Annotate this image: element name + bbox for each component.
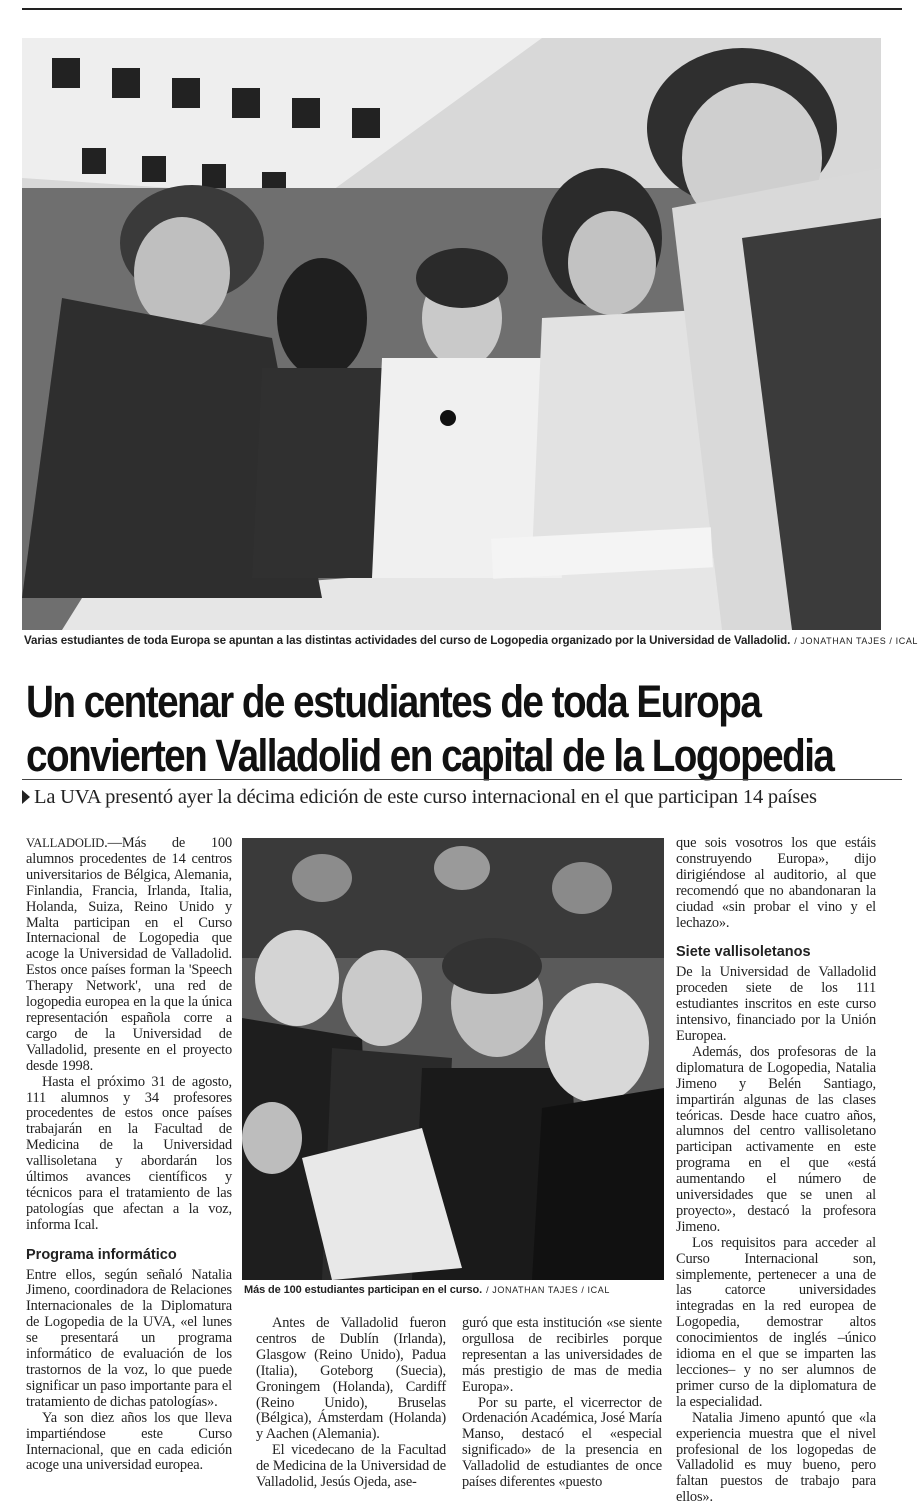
article-paragraph: Ya son diez años los que lleva impartiéndose este Curso Internacional, que en cada edición acoge una universidad europea. (26, 1409, 232, 1474)
article-paragraph: Antes de Valladolid fueron centros de Dublín (Irlanda), Glasgow (Reino Unido), Padua (Italia), Goteborg (Suecia), Groningem (Holanda), Cardiff (Reino Unido), Bruselas (Bélgica), Ámsterdam (Holanda) y Aachen (Alemania). (256, 1315, 446, 1443)
article-paragraph: Natalia Jimeno apuntó que «la experiencia muestra que el nivel profesional de los logopedas de Valladolid es muy bueno, pero faltan puestos de trabajo para ellos». (676, 1409, 876, 1506)
article-paragraph: Entre ellos, según señaló Natalia Jimeno, coordinadora de Relaciones Internacionales de la Diplomatura de Logopedia de la UVA, «el lunes se presentará un programa informático de evaluación de los trastornos de la voz, lo que puede significar un paso importante para el tratamiento de dichas patologías». (26, 1266, 232, 1410)
top-photo-caption-text: Varias estudiantes de toda Europa se apuntan a las distintas actividades del curso de Logopedia organizado por la Universidad de Valladolid. (24, 634, 791, 647)
headline (26, 675, 834, 783)
deck (22, 786, 817, 809)
article-paragraph: guró que esta institución «se siente orgullosa de recibirles porque representan a las universidades de más prestigio de mas de media Europa». (462, 1315, 662, 1395)
article-column-3 (462, 1316, 662, 1491)
headline-line-2: convierten Valladolid en capital de la Logopedia (26, 730, 834, 781)
article-paragraph: El vicedecano de la Facultad de Medicina de la Universidad de Valladolid, Jesús Ojeda, ase- (256, 1442, 446, 1491)
deck-text: La UVA presentó ayer la décima edición de este curso internacional en el que participan 14 países (34, 786, 817, 808)
article-paragraph: De la Universidad de Valladolid proceden siete de los 111 estudiantes inscritos en este curso intensivo, financiado por la Unión Europea. (676, 964, 876, 1044)
article-column-2 (256, 1316, 446, 1491)
inset-photo-caption (244, 1284, 610, 1296)
article-paragraph: Los requisitos para acceder al Curso Internacional son, simplemente, pertenecer a una de las catorce universidades integradas en la red europea de Logopedia, demostrar altos conocimientos de inglés –único idioma en el que se imparten las lecciones– y no ser alumnos de primer curso de la diplomatura de la especialidad. (676, 1234, 876, 1410)
article-paragraph: que sois vosotros los que estáis construyendo Europa», dijo dirigiéndose al auditorio, al que recomendó que no abandonaran la ciudad «sin probar el vino y el lechazo». (676, 835, 876, 931)
students-registering-image (22, 38, 881, 630)
article-paragraph: Por su parte, el vicerrector de Ordenación Académica, José María Manso, destacó el «especial significado» de la presencia en Valladolid de estudiantes de once países diferentes «puesto (462, 1394, 662, 1491)
article-paragraph: Además, dos profesoras de la diplomatura de Logopedia, Natalia Jimeno y Belén Santiago, impartirán algunas de las clases teóricas. Desde hace cuatro años, alumnos del centro vallisoletano participan activamente en este programa en el que «está aumentando el número de universidades que se unen al proyecto», destacó la profesora Jimeno. (676, 1043, 876, 1235)
arrow-icon (22, 790, 30, 804)
article-column-1 (26, 836, 232, 1474)
top-photo (22, 38, 881, 630)
inset-photo (242, 838, 664, 1280)
top-rule (22, 8, 902, 10)
students-auditorium-image (242, 838, 664, 1280)
headline-line-1: Un centenar de estudiantes de toda Europa (26, 676, 761, 727)
subhead-programa: Programa informático (26, 1246, 177, 1263)
subhead-siete: Siete vallisoletanos (676, 944, 811, 961)
dateline: VALLADOLID (26, 836, 105, 850)
top-photo-caption (24, 634, 918, 647)
inset-photo-credit: / JONATHAN TAJES / ICAL (486, 1285, 610, 1295)
deck-rule (22, 779, 902, 780)
article-column-4 (676, 836, 876, 1506)
article-paragraph: VALLADOLID.—Más de 100 alumnos procedentes de 14 centros universitarios de Bélgica, Alemania, Finlandia, Francia, Irlanda, Italia, Holanda, Suiza, Reino Unido y Malta participan en el Curso Internacional de Logopedia que acoge la Universidad de Valladolid. Estos once países forman la 'Speech Therapy Network', una red de logopedia europea en la que la única representación española corre a cargo de la Universidad de Valladolid, presente en el proyecto desde 1998. (26, 835, 232, 1074)
top-photo-credit: / JONATHAN TAJES / ICAL (794, 636, 919, 646)
article-paragraph: Hasta el próximo 31 de agosto, 111 alumnos y 34 profesores procedentes de estos once países trabajarán en la Facultad de Medicina de la Universidad vallisoletana y abordarán los últimos avances científicos y técnicos para el tratamiento de las patologías que afectan a la voz, informa Ical. (26, 1073, 232, 1233)
inset-photo-caption-text: Más de 100 estudiantes participan en el curso. (244, 1284, 483, 1296)
